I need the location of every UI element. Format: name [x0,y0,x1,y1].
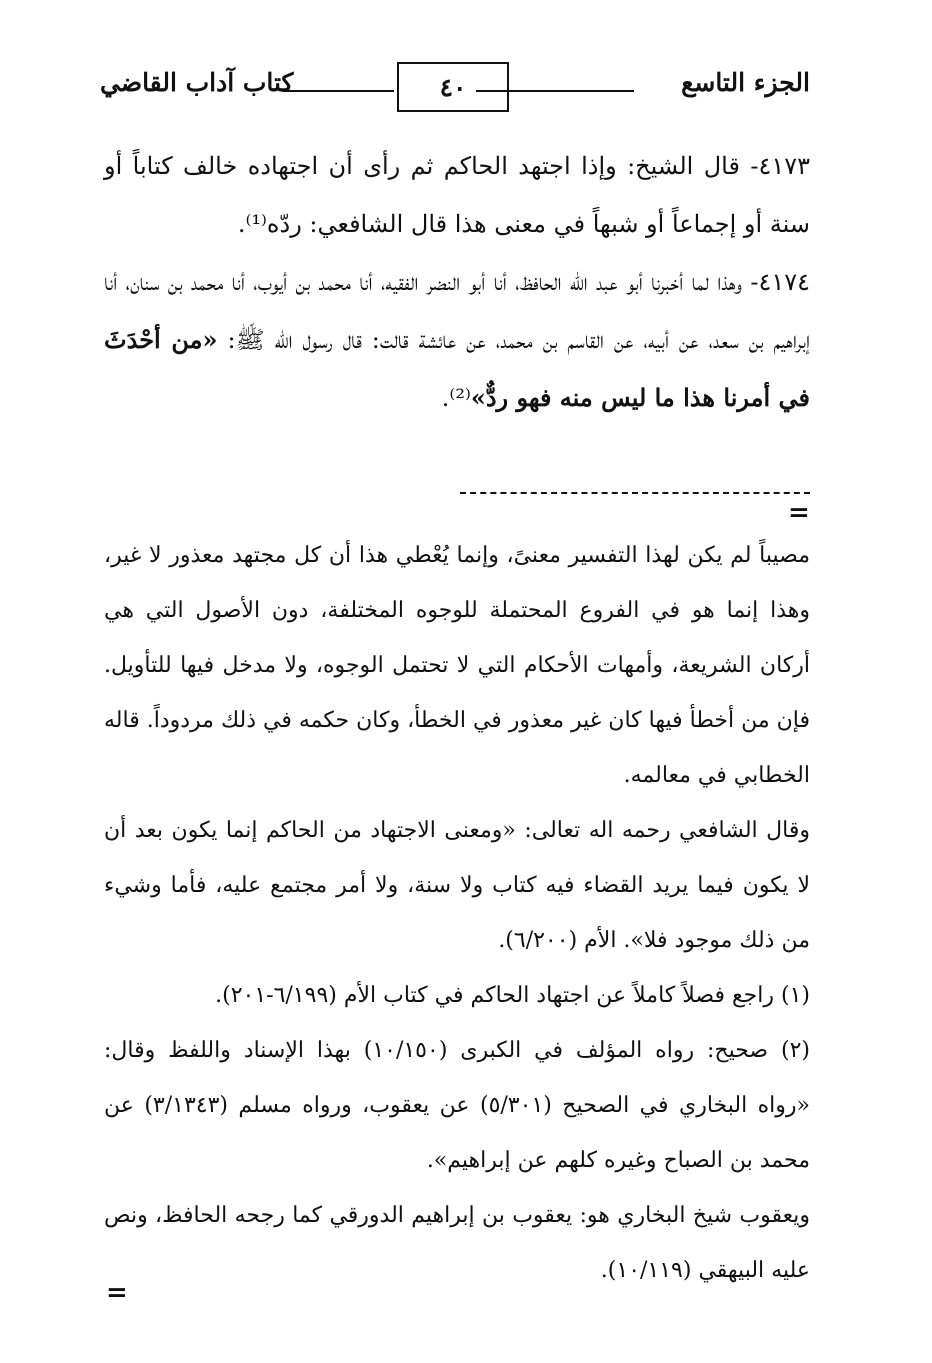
running-header [100,62,810,114]
header-rule-left [282,90,394,92]
continuation-mark-top: = [788,498,810,528]
continuation-mark-bottom: = [106,1278,128,1308]
footnote-2-note: ويعقوب شيخ البخاري هو: يعقوب بن إبراهيم الدورقي كما رجحه الحافظ، ونص عليه البيهقي (١٠/١١٩). [104,1203,810,1283]
isnad-text: ٤١٧٤- وهذا لما أخبرنا أبو عبد الله الحافظ، أنا أبو النضر الفقيه، أنا محمد بن أيوب، أنا محمد بن سنان، أنا إبراهيم بن سعد، عن أبيه، عن القاسم بن محمد، عن عائشة قالت: قال رسول الله ﷺ: [104,268,810,354]
part-title: الجزء التاسع [681,68,810,97]
hadith-quote: «من أحْدَثَ في أمرنا هذا ما ليس منه فهو ردٌّ» [104,325,810,412]
paragraph-4173: ٤١٧٣- قال الشيخ: وإذا اجتهد الحاكم ثم رأى أن اجتهاده خالف كتاباً أو سنة أو إجماعاً أو شبهاً في معنى هذا قال الشافعي: ردّه⁽¹⁾. [104,152,810,238]
footnotes [104,528,810,1298]
footnote-2: (٢) صحيح: رواه المؤلف في الكبرى (١٠/١٥٠) بهذا الإسناد واللفظ وقال: «رواه البخاري في الصحيح (٥/٣٠١) عن يعقوب، ورواه مسلم (٣/١٣٤٣) عن محمد بن الصباح وغيره كلهم عن إبراهيم». [104,1038,810,1173]
footnote-1: (١) راجع فصلاً كاملاً عن اجتهاد الحاكم في كتاب الأم (٦/١٩٩-٢٠١). [215,983,810,1008]
footnote-separator [460,492,810,494]
book-title: كتاب آداب القاضي [100,68,294,97]
footnote-shafii: وقال الشافعي رحمه اله تعالى: «ومعنى الاجتهاد من الحاكم إنما يكون بعد أن لا يكون فيما يريد القضاء فيه كتاب ولا سنة، ولا أمر مجتمع عليه، فأما وشيء من ذلك موجود فلا». الأم (٦/٢٠٠). [104,818,810,953]
paragraph-4174 [104,253,810,427]
page-number-box [397,62,509,112]
footnote-ref-2: ⁽²⁾. [441,384,471,412]
footnote-continuation: مصيباً لم يكن لهذا التفسير معنىً، وإنما يُعْطي هذا أن كل مجتهد معذور لا غير، وهذا إنما هو في الفروع المحتملة للوجوه المختلفة، دون الأصول التي هي أركان الشريعة، وأمهات الأحكام التي لا تحتمل الوجوه، ولا مدخل فيها للتأويل. فإن من أخطأ فيها كان غير معذور في الخطأ، وكان حكمه في ذلك مردوداً. قاله الخطابي في معالمه. [104,543,810,788]
main-text [104,137,810,427]
page-number: ٤٠ [439,72,467,102]
